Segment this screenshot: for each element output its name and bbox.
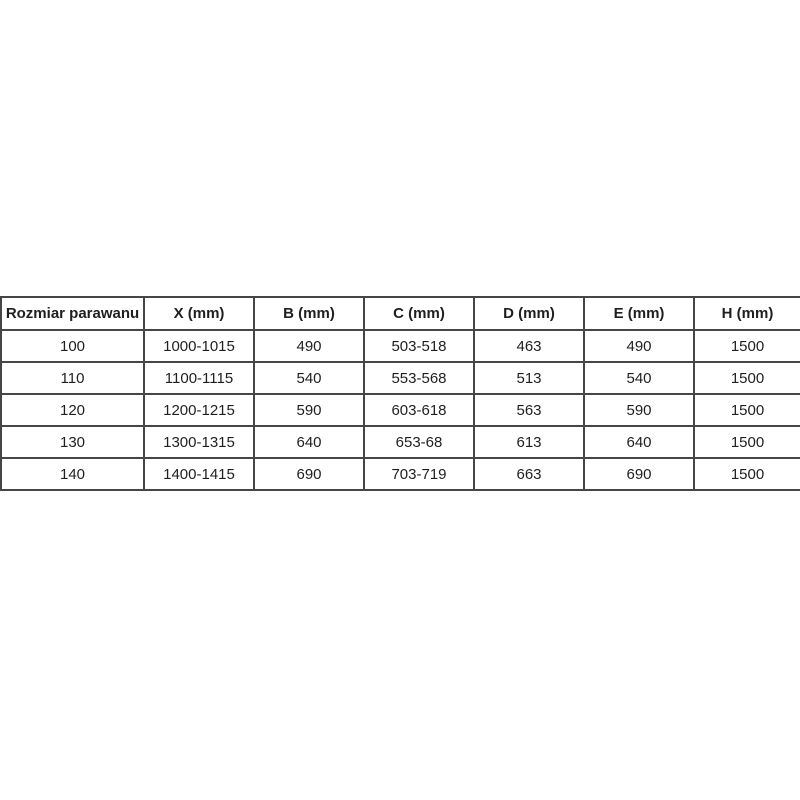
table-cell: 140 — [1, 458, 144, 490]
column-header-c-mm: C (mm) — [364, 297, 474, 330]
table-cell: 1500 — [694, 458, 800, 490]
table-cell: 640 — [254, 426, 364, 458]
table-cell: 1500 — [694, 330, 800, 362]
table-cell: 503-518 — [364, 330, 474, 362]
table-cell: 490 — [584, 330, 694, 362]
table-header-row — [1, 297, 800, 330]
column-header-rozmiar-parawanu: Rozmiar parawanu — [1, 297, 144, 330]
table-cell: 690 — [254, 458, 364, 490]
table-cell: 540 — [254, 362, 364, 394]
table-cell: 590 — [584, 394, 694, 426]
column-header-e-mm: E (mm) — [584, 297, 694, 330]
table-cell: 653-68 — [364, 426, 474, 458]
table-row — [1, 426, 800, 458]
table-cell: 120 — [1, 394, 144, 426]
table-cell: 603-618 — [364, 394, 474, 426]
table-cell: 690 — [584, 458, 694, 490]
table-cell: 110 — [1, 362, 144, 394]
screen-size-table-container — [0, 296, 800, 491]
column-header-x-mm: X (mm) — [144, 297, 254, 330]
table-cell: 1500 — [694, 394, 800, 426]
table-cell: 1500 — [694, 362, 800, 394]
table-cell: 1200-1215 — [144, 394, 254, 426]
table-cell: 1100-1115 — [144, 362, 254, 394]
table-row — [1, 394, 800, 426]
table-cell: 1000-1015 — [144, 330, 254, 362]
screen-size-table — [0, 296, 800, 491]
table-cell: 613 — [474, 426, 584, 458]
table-row — [1, 330, 800, 362]
table-row — [1, 458, 800, 490]
table-cell: 663 — [474, 458, 584, 490]
table-cell: 540 — [584, 362, 694, 394]
table-cell: 1400-1415 — [144, 458, 254, 490]
column-header-d-mm: D (mm) — [474, 297, 584, 330]
table-cell: 640 — [584, 426, 694, 458]
table-cell: 100 — [1, 330, 144, 362]
table-cell: 1500 — [694, 426, 800, 458]
table-cell: 130 — [1, 426, 144, 458]
table-cell: 590 — [254, 394, 364, 426]
table-cell: 553-568 — [364, 362, 474, 394]
table-row — [1, 362, 800, 394]
table-cell: 490 — [254, 330, 364, 362]
table-cell: 563 — [474, 394, 584, 426]
table-cell: 703-719 — [364, 458, 474, 490]
column-header-h-mm: H (mm) — [694, 297, 800, 330]
table-cell: 463 — [474, 330, 584, 362]
column-header-b-mm: B (mm) — [254, 297, 364, 330]
table-cell: 513 — [474, 362, 584, 394]
table-cell: 1300-1315 — [144, 426, 254, 458]
